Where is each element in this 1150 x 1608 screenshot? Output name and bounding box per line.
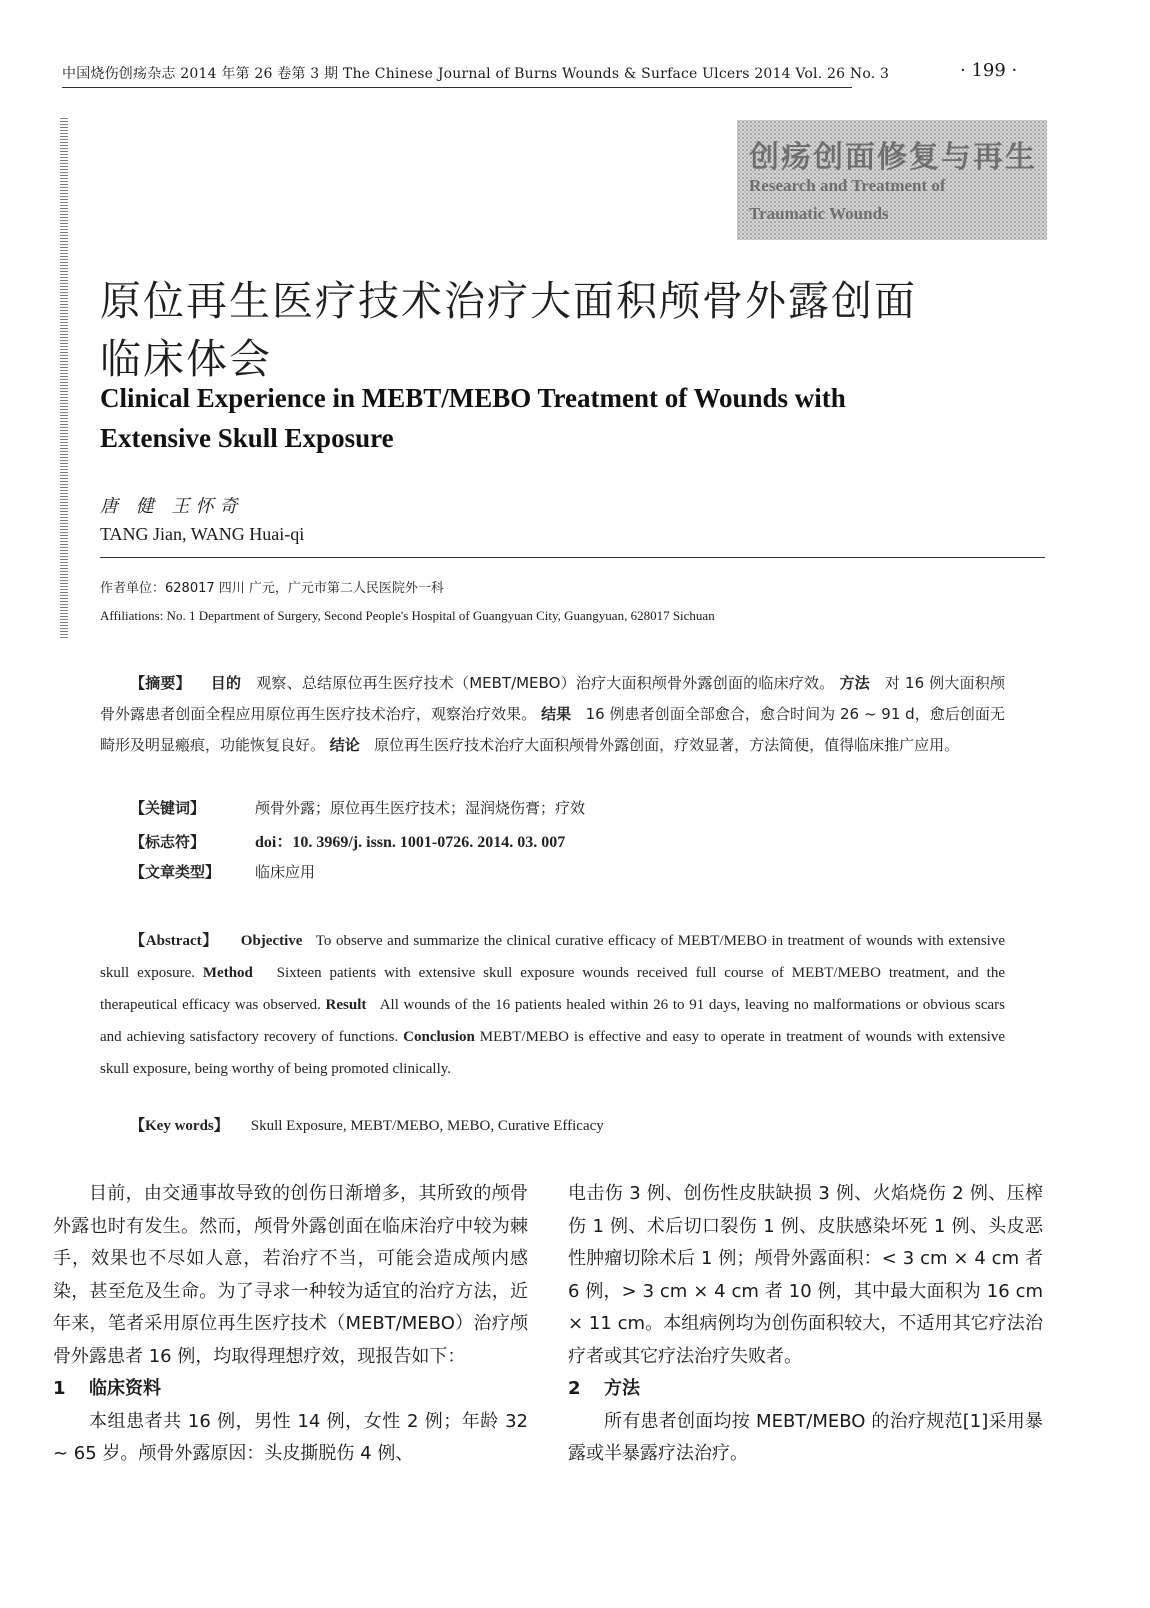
section-1-number: 1 bbox=[53, 1378, 66, 1399]
abstract-cn-conclusion: 原位再生医疗技术治疗大面积颅骨外露创面，疗效显著，方法简便，值得临床推广应用。 bbox=[374, 736, 960, 754]
doi: doi：10. 3969/j. issn. 1001-0726. 2014. 03. 007 bbox=[255, 834, 566, 851]
doi-row bbox=[100, 829, 565, 852]
abstract-en-result-label: Result bbox=[325, 997, 367, 1013]
section-2-title: 方法 bbox=[604, 1378, 640, 1399]
article-type-label: 【文章类型】 bbox=[130, 863, 221, 881]
abstract-en-label: 【Abstract】 bbox=[130, 933, 219, 949]
page-number: · 199 · bbox=[960, 60, 1018, 81]
abstract-cn-objective-label: 目的 bbox=[210, 674, 242, 692]
banner-title-cn: 创疡创面修复与再生 bbox=[749, 140, 1037, 175]
section-2-text: 所有患者创面均按 MEBT/MEBO 的治疗规范[1]采用暴露或半暴露疗法治疗。 bbox=[568, 1410, 1043, 1464]
keywords-cn: 颅骨外露；原位再生医疗技术；湿润烧伤膏；疗效 bbox=[255, 799, 586, 817]
abstract-cn-objective: 观察、总结原位再生医疗技术（MEBT/MEBO）治疗大面积颅骨外露创面的临床疗效。 bbox=[256, 674, 835, 692]
keywords-en: Skull Exposure, MEBT/MEBO, MEBO, Curative Efficacy bbox=[250, 1118, 604, 1134]
abstract-en-objective-label: Objective bbox=[240, 933, 303, 949]
abstract-cn-result: 16 例患者创面全部愈合，愈合时间为 26 ~ 91 d，愈后创面无畸形及明显瘢痕，功能恢复良好。 bbox=[100, 705, 1005, 754]
intro-paragraph: 目前，由交通事故导致的创伤日渐增多，其所致的颅骨外露也时有发生。然而，颅骨外露创面在临床治疗中较为棘手，效果也不尽如人意，若治疗不当，可能会造成颅内感染，甚至危及生命。为了寻求一种较为适宜的治疗方法，近年来，笔者采用原位再生医疗技术（MEBT/MEBO）治疗颅骨外露患者 16 例，均取得理想疗效，现报告如下： bbox=[53, 1183, 528, 1367]
section-banner bbox=[737, 120, 1047, 240]
abstract-cn-method: 对 16 例大面积颅骨外露患者创面全程应用原位再生医疗技术治疗，观察治疗效果。 bbox=[100, 674, 1005, 723]
body-column-left bbox=[53, 1178, 528, 1471]
article-title-en: Clinical Experience in MEBT/MEBO Treatment of Wounds with Extensive Skull Exposure bbox=[100, 383, 846, 453]
section-1-text-part2: 电击伤 3 例、创伤性皮肤缺损 3 例、火焰烧伤 2 例、压榨伤 1 例、术后切口裂伤 1 例、皮肤感染坏死 1 例、头皮恶性肿瘤切除术后 1 例；颅骨外露面积：< 3 cm × 4 cm 者 6 例，> 3 cm × 4 cm 者 10 例，其中最大面积为 16 cm × 11 cm。本组病例均为创伤面积较大，不适用其它疗法治疗者或其它疗法治疗失败者。 bbox=[568, 1183, 1043, 1367]
doi-label: 【标志符】 bbox=[130, 833, 206, 851]
body-column-right bbox=[568, 1178, 1043, 1471]
authors-cn: 唐 健 王怀奇 bbox=[100, 496, 244, 517]
abstract-en-conclusion: MEBT/MEBO is effective and easy to operate in treatment of wounds with extensive skull exposure, being worthy of being promoted clinically. bbox=[100, 1029, 1006, 1077]
abstract-en-result: All wounds of the 16 patients healed within 26 to 91 days, leaving no malformations or obvious scars and achieving satisfactory recovery of functions. bbox=[100, 997, 1006, 1045]
keywords-cn-row bbox=[100, 797, 585, 818]
abstract-en bbox=[100, 925, 1005, 1085]
author-rule bbox=[100, 557, 1045, 558]
abstract-cn-label: 【摘要】 bbox=[130, 674, 191, 692]
section-2-heading bbox=[568, 1373, 1043, 1406]
keywords-en-label: 【Key words】 bbox=[130, 1118, 229, 1134]
keywords-cn-label: 【关键词】 bbox=[130, 799, 206, 817]
abstract-en-objective: To observe and summarize the clinical curative efficacy of MEBT/MEBO in treatment of wounds with extensive skull exposure. bbox=[100, 933, 1005, 981]
section-1-title: 临床资料 bbox=[89, 1378, 161, 1399]
banner-title-en-line1: Research and Treatment of bbox=[749, 176, 946, 195]
abstract-en-conclusion-label: Conclusion bbox=[403, 1029, 475, 1045]
article-title-cn: 原位再生医疗技术治疗大面积颅骨外露创面临床体会 bbox=[100, 277, 917, 383]
banner-title-en-line2: Traumatic Wounds bbox=[749, 204, 889, 223]
abstract-cn bbox=[100, 668, 1005, 761]
affiliation-en: Affiliations: No. 1 Department of Surgery, Second People's Hospital of Guangyuan City, Guangyuan, 628017 Sichuan bbox=[100, 608, 715, 623]
decorative-margin-strip bbox=[60, 118, 68, 638]
section-2-number: 2 bbox=[568, 1378, 581, 1399]
abstract-en-method-label: Method bbox=[202, 965, 253, 981]
section-1-heading bbox=[53, 1373, 528, 1406]
abstract-cn-conclusion-label: 结论 bbox=[329, 736, 360, 754]
header-rule bbox=[62, 87, 852, 88]
article-type: 临床应用 bbox=[255, 863, 316, 881]
article-type-row bbox=[100, 861, 315, 882]
abstract-cn-method-label: 方法 bbox=[839, 674, 870, 692]
running-header: 中国烧伤创疡杂志 2014 年第 26 卷第 3 期 The Chinese Journal of Burns Wounds & Surface Ulcers 2014 Vol. 26 No. 3 bbox=[62, 66, 890, 82]
authors-en: TANG Jian, WANG Huai-qi bbox=[100, 524, 305, 544]
section-1-text-part1: 本组患者共 16 例，男性 14 例，女性 2 例；年龄 32 ~ 65 岁。颅骨外露原因：头皮撕脱伤 4 例、 bbox=[53, 1410, 528, 1464]
abstract-cn-result-label: 结果 bbox=[541, 705, 572, 723]
affiliation-cn: 作者单位：628017 四川 广元，广元市第二人民医院外一科 bbox=[100, 581, 444, 596]
abstract-en-method: Sixteen patients with extensive skull exposure wounds received full course of MEBT/MEBO treatment, and the therapeutical efficacy was observed. bbox=[100, 965, 1006, 1013]
keywords-en-row bbox=[100, 1114, 604, 1135]
